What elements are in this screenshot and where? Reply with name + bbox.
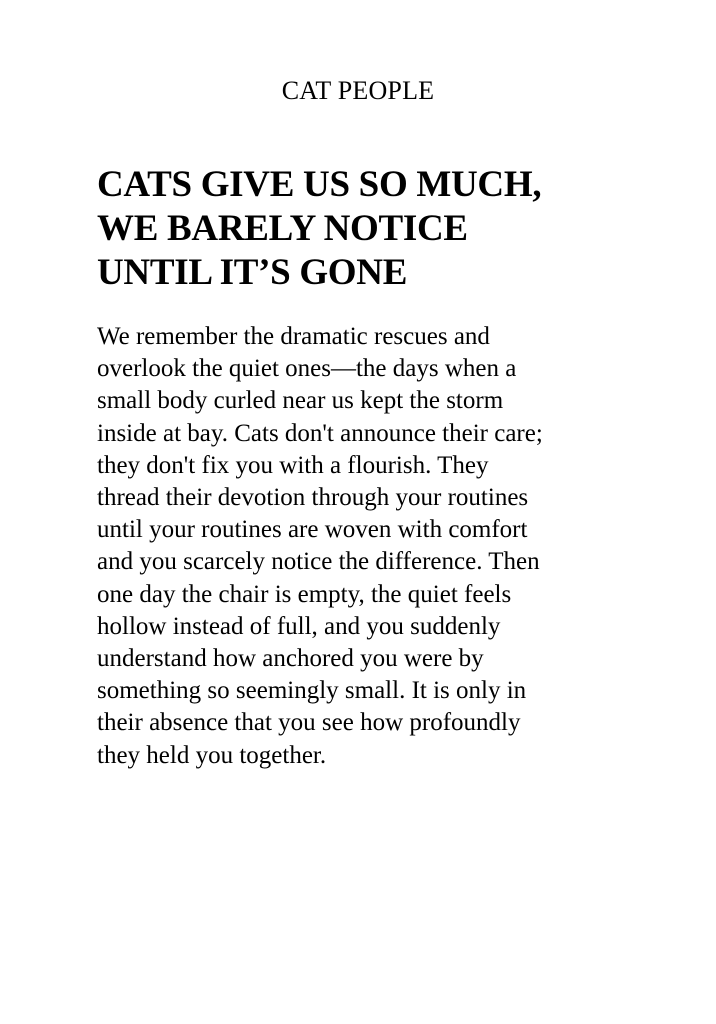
body-paragraph — [97, 321, 637, 772]
body-line: their absence that you see how profoundly — [97, 709, 521, 737]
body-line: thread their devotion through your routines — [97, 484, 529, 512]
body-line: small body curled near us kept the storm — [97, 387, 504, 415]
body-line: understand how anchored you were by — [97, 645, 484, 673]
headline-line: WE BARELY NOTICE — [97, 208, 468, 249]
body-line: they don't fix you with a flourish. They — [97, 451, 489, 479]
body-line: and you scarcely notice the difference. Then — [97, 548, 540, 576]
body-line: one day the chair is empty, the quiet feels — [97, 580, 512, 608]
body-line: until your routines are woven with comfort — [97, 516, 528, 544]
body-line: hollow instead of full, and you suddenly — [97, 612, 501, 640]
headline-line: UNTIL IT’S GONE — [97, 252, 408, 293]
body-line: We remember the dramatic rescues and — [97, 323, 490, 350]
running-head: CAT PEOPLE — [281, 76, 435, 105]
body-line: inside at bay. Cats don't announce their care; — [97, 419, 543, 447]
body-line: overlook the quiet ones—the days when a — [97, 355, 517, 383]
chapter-headline — [97, 163, 637, 295]
headline-line: CATS GIVE US SO MUCH, — [97, 164, 542, 205]
body-line: something so seemingly small. It is only in — [97, 677, 527, 705]
body-line: they held you together. — [97, 741, 327, 769]
